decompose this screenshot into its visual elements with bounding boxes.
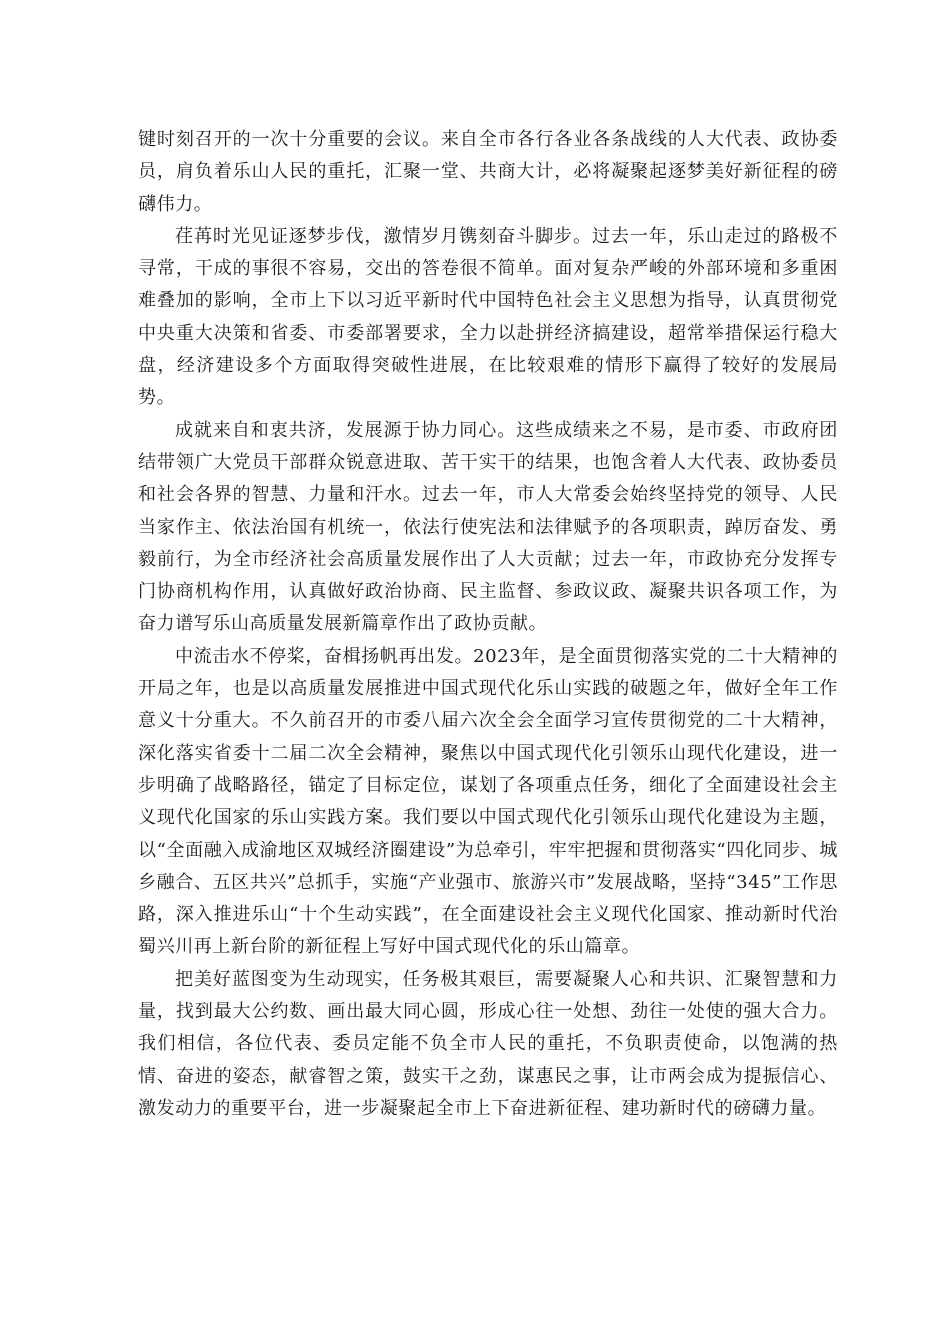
document-body bbox=[138, 124, 838, 1125]
paragraph-conclusion: 把美好蓝图变为生动现实，任务极其艰巨，需要凝聚人心和共识、汇聚智慧和力量，找到最大公约数、画出最大同心圆，形成心往一处想、劲往一处使的强大合力。我们相信，各位代表、委员定能不负全市人民的重托，不负职责使命，以饱满的热情、奋进的姿态，献睿智之策，鼓实干之劲，谋惠民之事，让市两会成为提振信心、激发动力的重要平台，进一步凝聚起全市上下奋进新征程、建功新时代的磅礴力量。 bbox=[138, 968, 838, 1119]
paragraph-achievements: 荏苒时光见证逐梦步伐，激情岁月镌刻奋斗脚步。过去一年，乐山走过的路极不寻常，干成的事很不容易，交出的答卷很不简单。面对复杂严峻的外部环境和多重困难叠加的影响，全市上下以习近平新时代中国特色社会主义思想为指导，认真贯彻党中央重大决策和省委、市委部署要求，全力以赴拼经济搞建设，超常举措保运行稳大盘，经济建设多个方面取得突破性进展，在比较艰难的情形下赢得了较好的发展局势。 bbox=[138, 225, 838, 409]
paragraph-contributions: 成就来自和衷共济，发展源于协力同心。这些成绩来之不易，是市委、市政府团结带领广大党员干部群众锐意进取、苦干实干的结果，也饱含着人大代表、政协委员和社会各界的智慧、力量和汗水。过去一年，市人大常委会始终坚持党的领导、人民当家作主、依法治国有机统一，依法行使宪法和法律赋予的各项职责，踔厉奋发、勇毅前行，为全市经济社会高质量发展作出了人大贡献；过去一年，市政协充分发挥专门协商机构作用，认真做好政治协商、民主监督、参政议政、凝聚共识各项工作，为奋力谱写乐山高质量发展新篇章作出了政协贡献。 bbox=[138, 419, 838, 635]
paragraph-2023-goals: 中流击水不停桨，奋楫扬帆再出发。2023年，是全面贯彻落实党的二十大精神的开局之年，也是以高质量发展推进中国式现代化乐山实践的破题之年，做好全年工作意义十分重大。不久前召开的市委八届六次全会全面学习宣传贯彻党的二十大精神，深化落实省委十二届二次全会精神，聚焦以中国式现代化引领乐山现代化建设，进一步明确了战略路径，锚定了目标定位，谋划了各项重点任务，细化了全面建设社会主义现代化国家的乐山实践方案。我们要以中国式现代化引领乐山现代化建设为主题，以“全面融入成渝地区双城经济圈建设”为总牵引，牢牢把握和贯彻落实“四化同步、城乡融合、五区共兴”总抓手，实施“产业强市、旅游兴市”发展战略，坚持“345”工作思路，深入推进乐山“十个生动实践”，在全面建设社会主义现代化国家、推动新时代治蜀兴川再上新台阶的新征程上写好中国式现代化的乐山篇章。 bbox=[138, 645, 838, 958]
paragraph-continuation: 键时刻召开的一次十分重要的会议。来自全市各行各业各条战线的人大代表、政协委员，肩负着乐山人民的重托，汇聚一堂、共商大计，必将凝聚起逐梦美好新征程的磅礴伟力。 bbox=[138, 129, 838, 215]
